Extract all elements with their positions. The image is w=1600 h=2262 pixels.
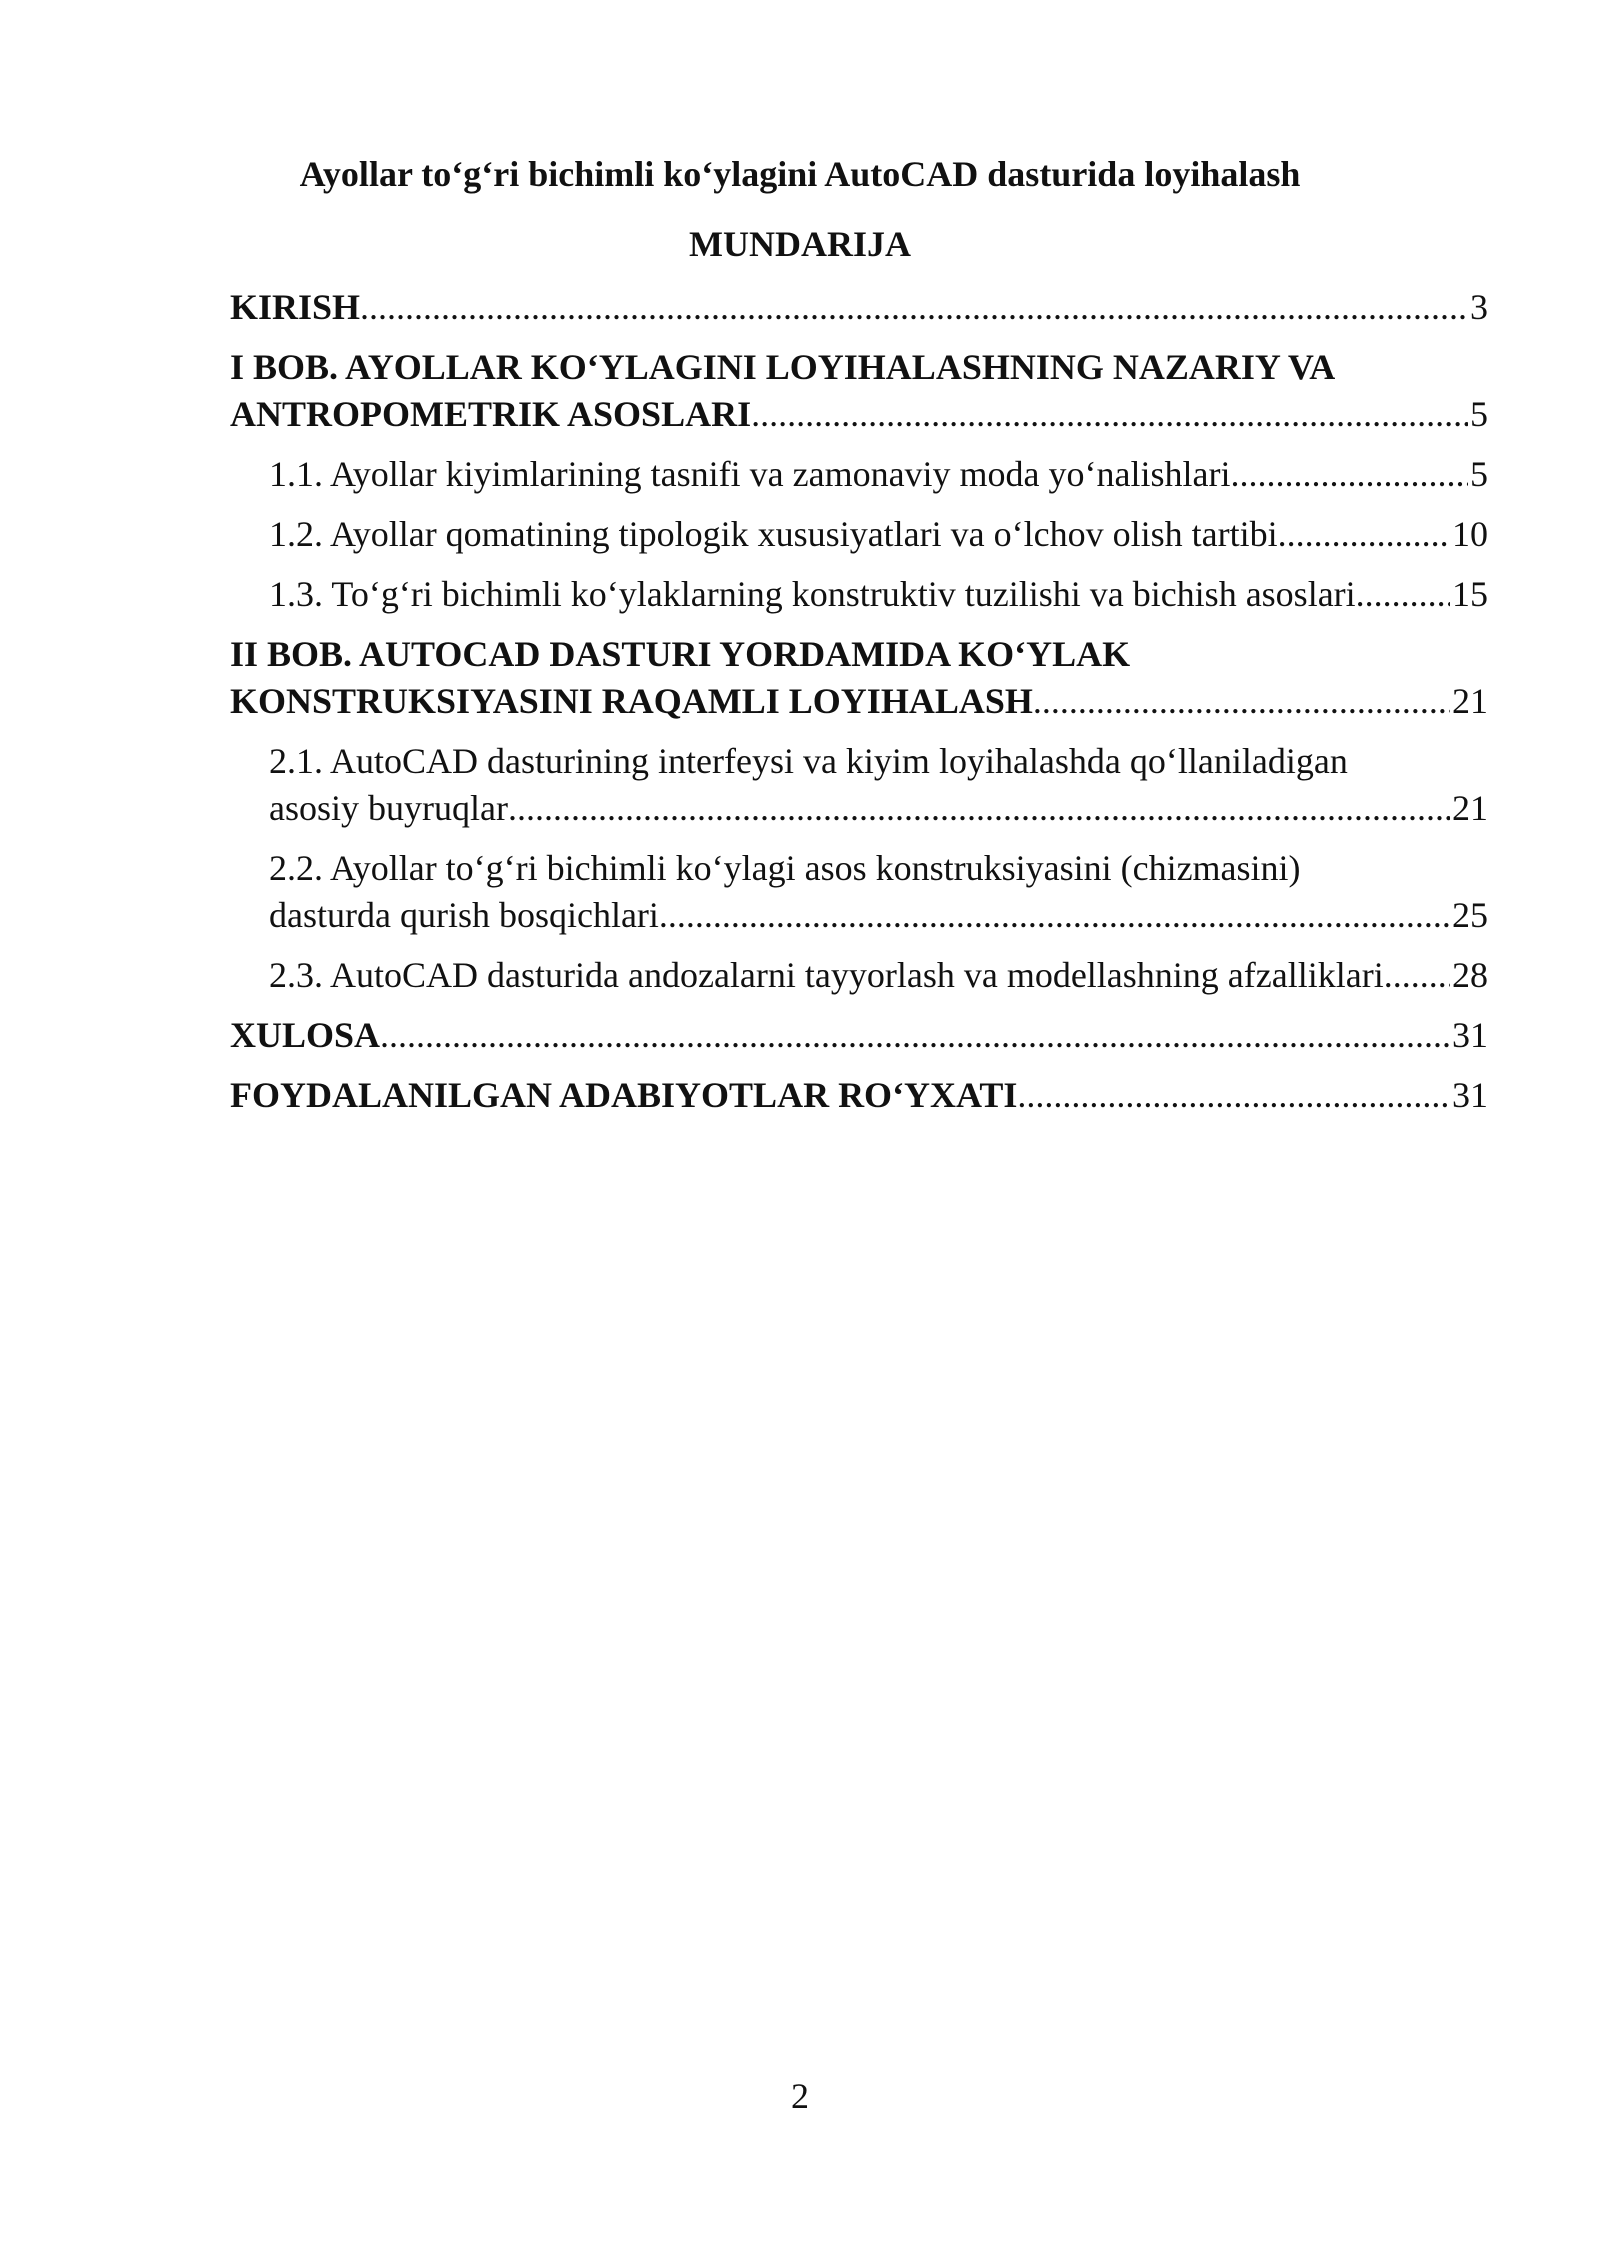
toc-entry-final-line xyxy=(230,391,1488,438)
toc-entry-final-line xyxy=(269,892,1488,939)
page-number: 2 xyxy=(791,2076,809,2116)
toc-entry-final-line xyxy=(269,571,1488,618)
toc-page-number: 31 xyxy=(1452,1075,1488,1115)
toc-page-number: 10 xyxy=(1452,514,1488,554)
toc-entry[interactable] xyxy=(230,952,1488,999)
toc-entry-text-line: 2.1. AutoCAD dasturining interfeysi va kiyim loyihalashda qo‘llaniladigan xyxy=(269,741,1348,781)
toc-entry-text: 1.3. To‘g‘ri bichimli ko‘ylaklarning konstruktiv tuzilishi va bichish asoslari xyxy=(269,574,1356,614)
table-of-contents xyxy=(230,284,1488,1132)
toc-dot-leader xyxy=(751,391,1468,438)
toc-entry[interactable] xyxy=(230,451,1488,498)
toc-entry-text: asosiy buyruqlar xyxy=(269,788,508,828)
toc-page-number: 5 xyxy=(1470,394,1488,434)
toc-entry[interactable] xyxy=(230,344,1488,438)
toc-entry-final-line xyxy=(269,952,1488,999)
toc-dot-leader xyxy=(360,284,1468,331)
toc-entry-text: ANTROPOMETRIK ASOSLARI xyxy=(230,394,752,434)
toc-entry-final-line xyxy=(230,678,1488,725)
toc-entry-text: 1.1. Ayollar kiyimlarining tasnifi va zamonaviy moda yo‘nalishlari xyxy=(269,454,1231,494)
toc-dot-leader xyxy=(1278,511,1450,558)
toc-entry-text: 2.3. AutoCAD dasturida andozalarni tayyorlash va modellashning afzalliklari. xyxy=(269,955,1393,995)
toc-page-number: 25 xyxy=(1452,895,1488,935)
toc-dot-leader xyxy=(1356,571,1450,618)
toc-entry[interactable] xyxy=(230,1012,1488,1059)
toc-entry-final-line xyxy=(230,284,1488,331)
toc-entry-text: dasturda qurish bosqichlari xyxy=(269,895,659,935)
toc-dot-leader xyxy=(659,892,1450,939)
toc-heading: MUNDARIJA xyxy=(689,224,911,264)
toc-entry[interactable] xyxy=(230,284,1488,331)
toc-entry-text: 1.2. Ayollar qomatining tipologik xususiyatlari va o‘lchov olish tartibi xyxy=(269,514,1278,554)
toc-entry-final-line xyxy=(269,451,1488,498)
toc-entry-text-line: II BOB. AUTOCAD DASTURI YORDAMIDA KO‘YLAK xyxy=(230,634,1131,674)
toc-page-number: 28 xyxy=(1452,955,1488,995)
toc-dot-leader xyxy=(1033,678,1450,725)
toc-page-number: 3 xyxy=(1470,287,1488,327)
toc-entry[interactable] xyxy=(230,1072,1488,1119)
toc-dot-leader xyxy=(380,1012,1450,1059)
toc-page-number: 21 xyxy=(1452,788,1488,828)
toc-dot-leader xyxy=(508,785,1450,832)
toc-entry[interactable] xyxy=(230,738,1488,832)
toc-page-number: 31 xyxy=(1452,1015,1488,1055)
toc-dot-leader xyxy=(1017,1072,1450,1119)
toc-entry-text-line: 2.2. Ayollar to‘g‘ri bichimli ko‘ylagi asos konstruksiyasini (chizmasini) xyxy=(269,848,1301,888)
toc-entry-text: XULOSA xyxy=(230,1015,381,1055)
toc-entry-final-line xyxy=(269,511,1488,558)
toc-page-number: 15 xyxy=(1452,574,1488,614)
toc-entry-final-line xyxy=(269,785,1488,832)
toc-entry[interactable] xyxy=(230,511,1488,558)
toc-dot-leader xyxy=(1231,451,1469,498)
toc-entry[interactable] xyxy=(230,571,1488,618)
toc-entry-text: KIRISH xyxy=(230,287,361,327)
toc-entry-final-line xyxy=(230,1012,1488,1059)
toc-entry-final-line xyxy=(230,1072,1488,1119)
toc-entry-text-line: I BOB. AYOLLAR KO‘YLAGINI LOYIHALASHNING NAZARIY VA xyxy=(230,347,1336,387)
toc-page-number: 5 xyxy=(1470,454,1488,494)
toc-entry-text: KONSTRUKSIYASINI RAQAMLI LOYIHALASH xyxy=(230,681,1033,721)
toc-entry[interactable] xyxy=(230,631,1488,725)
document-title: Ayollar to‘g‘ri bichimli ko‘ylagini AutoCAD dasturida loyihalash xyxy=(299,154,1301,194)
toc-entry-text: FOYDALANILGAN ADABIYOTLAR RO‘YXATI xyxy=(230,1075,1018,1115)
toc-dot-leader xyxy=(1393,952,1450,999)
toc-entry[interactable] xyxy=(230,845,1488,939)
toc-page-number: 21 xyxy=(1452,681,1488,721)
